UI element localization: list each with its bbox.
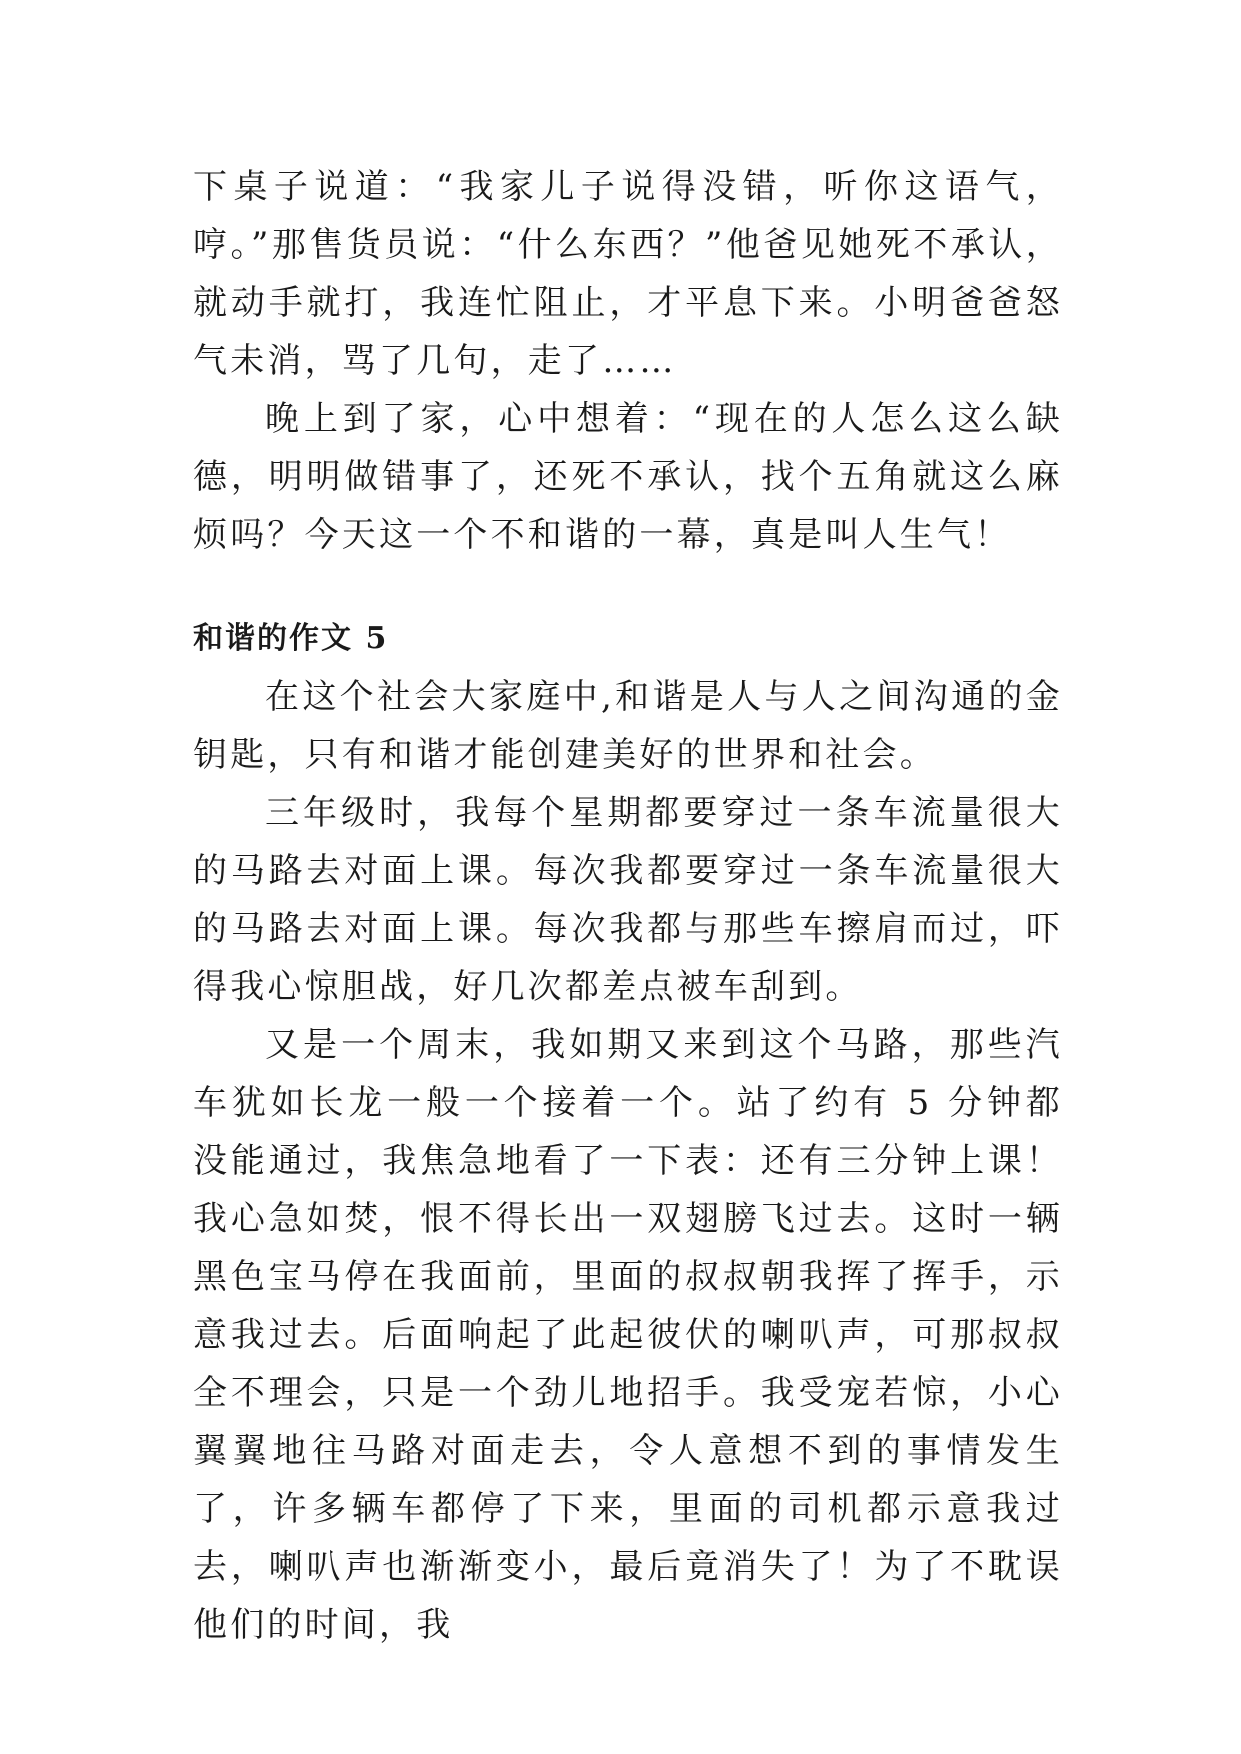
paragraph-continuation: 下桌子说道：“我家儿子说得没错，听你这语气，哼。”那售货员说：“什么东西？”他爸见她死不承认，就动手就打，我连忙阻止，才平息下来。小明爸爸怒气未消，骂了几句，走了……: [193, 167, 1063, 381]
paragraph-weekend: 又是一个周末，我如期又来到这个马路，那些汽车犹如长龙一般一个接着一个。站了约有 5 分钟都没能通过，我焦急地看了一下表：还有三分钟上课！我心急如焚，恨不得长出一双翅膀飞过去。这时一辆黑色宝马停在我面前，里面的叔叔朝我挥了挥手，示意我过去。后面响起了此起彼伏的喇叭声，可那叔叔全不理会，只是一个劲儿地招手。我受宠若惊，小心翼翼地往马路对面走去，令人意想不到的事情发生了，许多辆车都停了下来，里面的司机都示意我过去，喇叭声也渐渐变小，最后竟消失了！为了不耽误他们的时间，我: [193, 1025, 1063, 1645]
section-heading: 和谐的作文 5: [193, 621, 389, 656]
paragraph-intro: 在这个社会大家庭中,和谐是人与人之间沟通的金钥匙，只有和谐才能创建美好的世界和社会。: [193, 677, 1063, 775]
paragraph-evening: 晚上到了家，心中想着：“现在的人怎么这么缺德，明明做错事了，还死不承认，找个五角就这么麻烦吗？今天这一个不和谐的一幕，真是叫人生气！: [193, 399, 1063, 555]
document-page: [193, 158, 1063, 1654]
paragraph-third-grade: 三年级时，我每个星期都要穿过一条车流量很大的马路去对面上课。每次我都要穿过一条车流量很大的马路去对面上课。每次我都与那些车擦肩而过，吓得我心惊胆战，好几次都差点被车刮到。: [193, 793, 1063, 1007]
